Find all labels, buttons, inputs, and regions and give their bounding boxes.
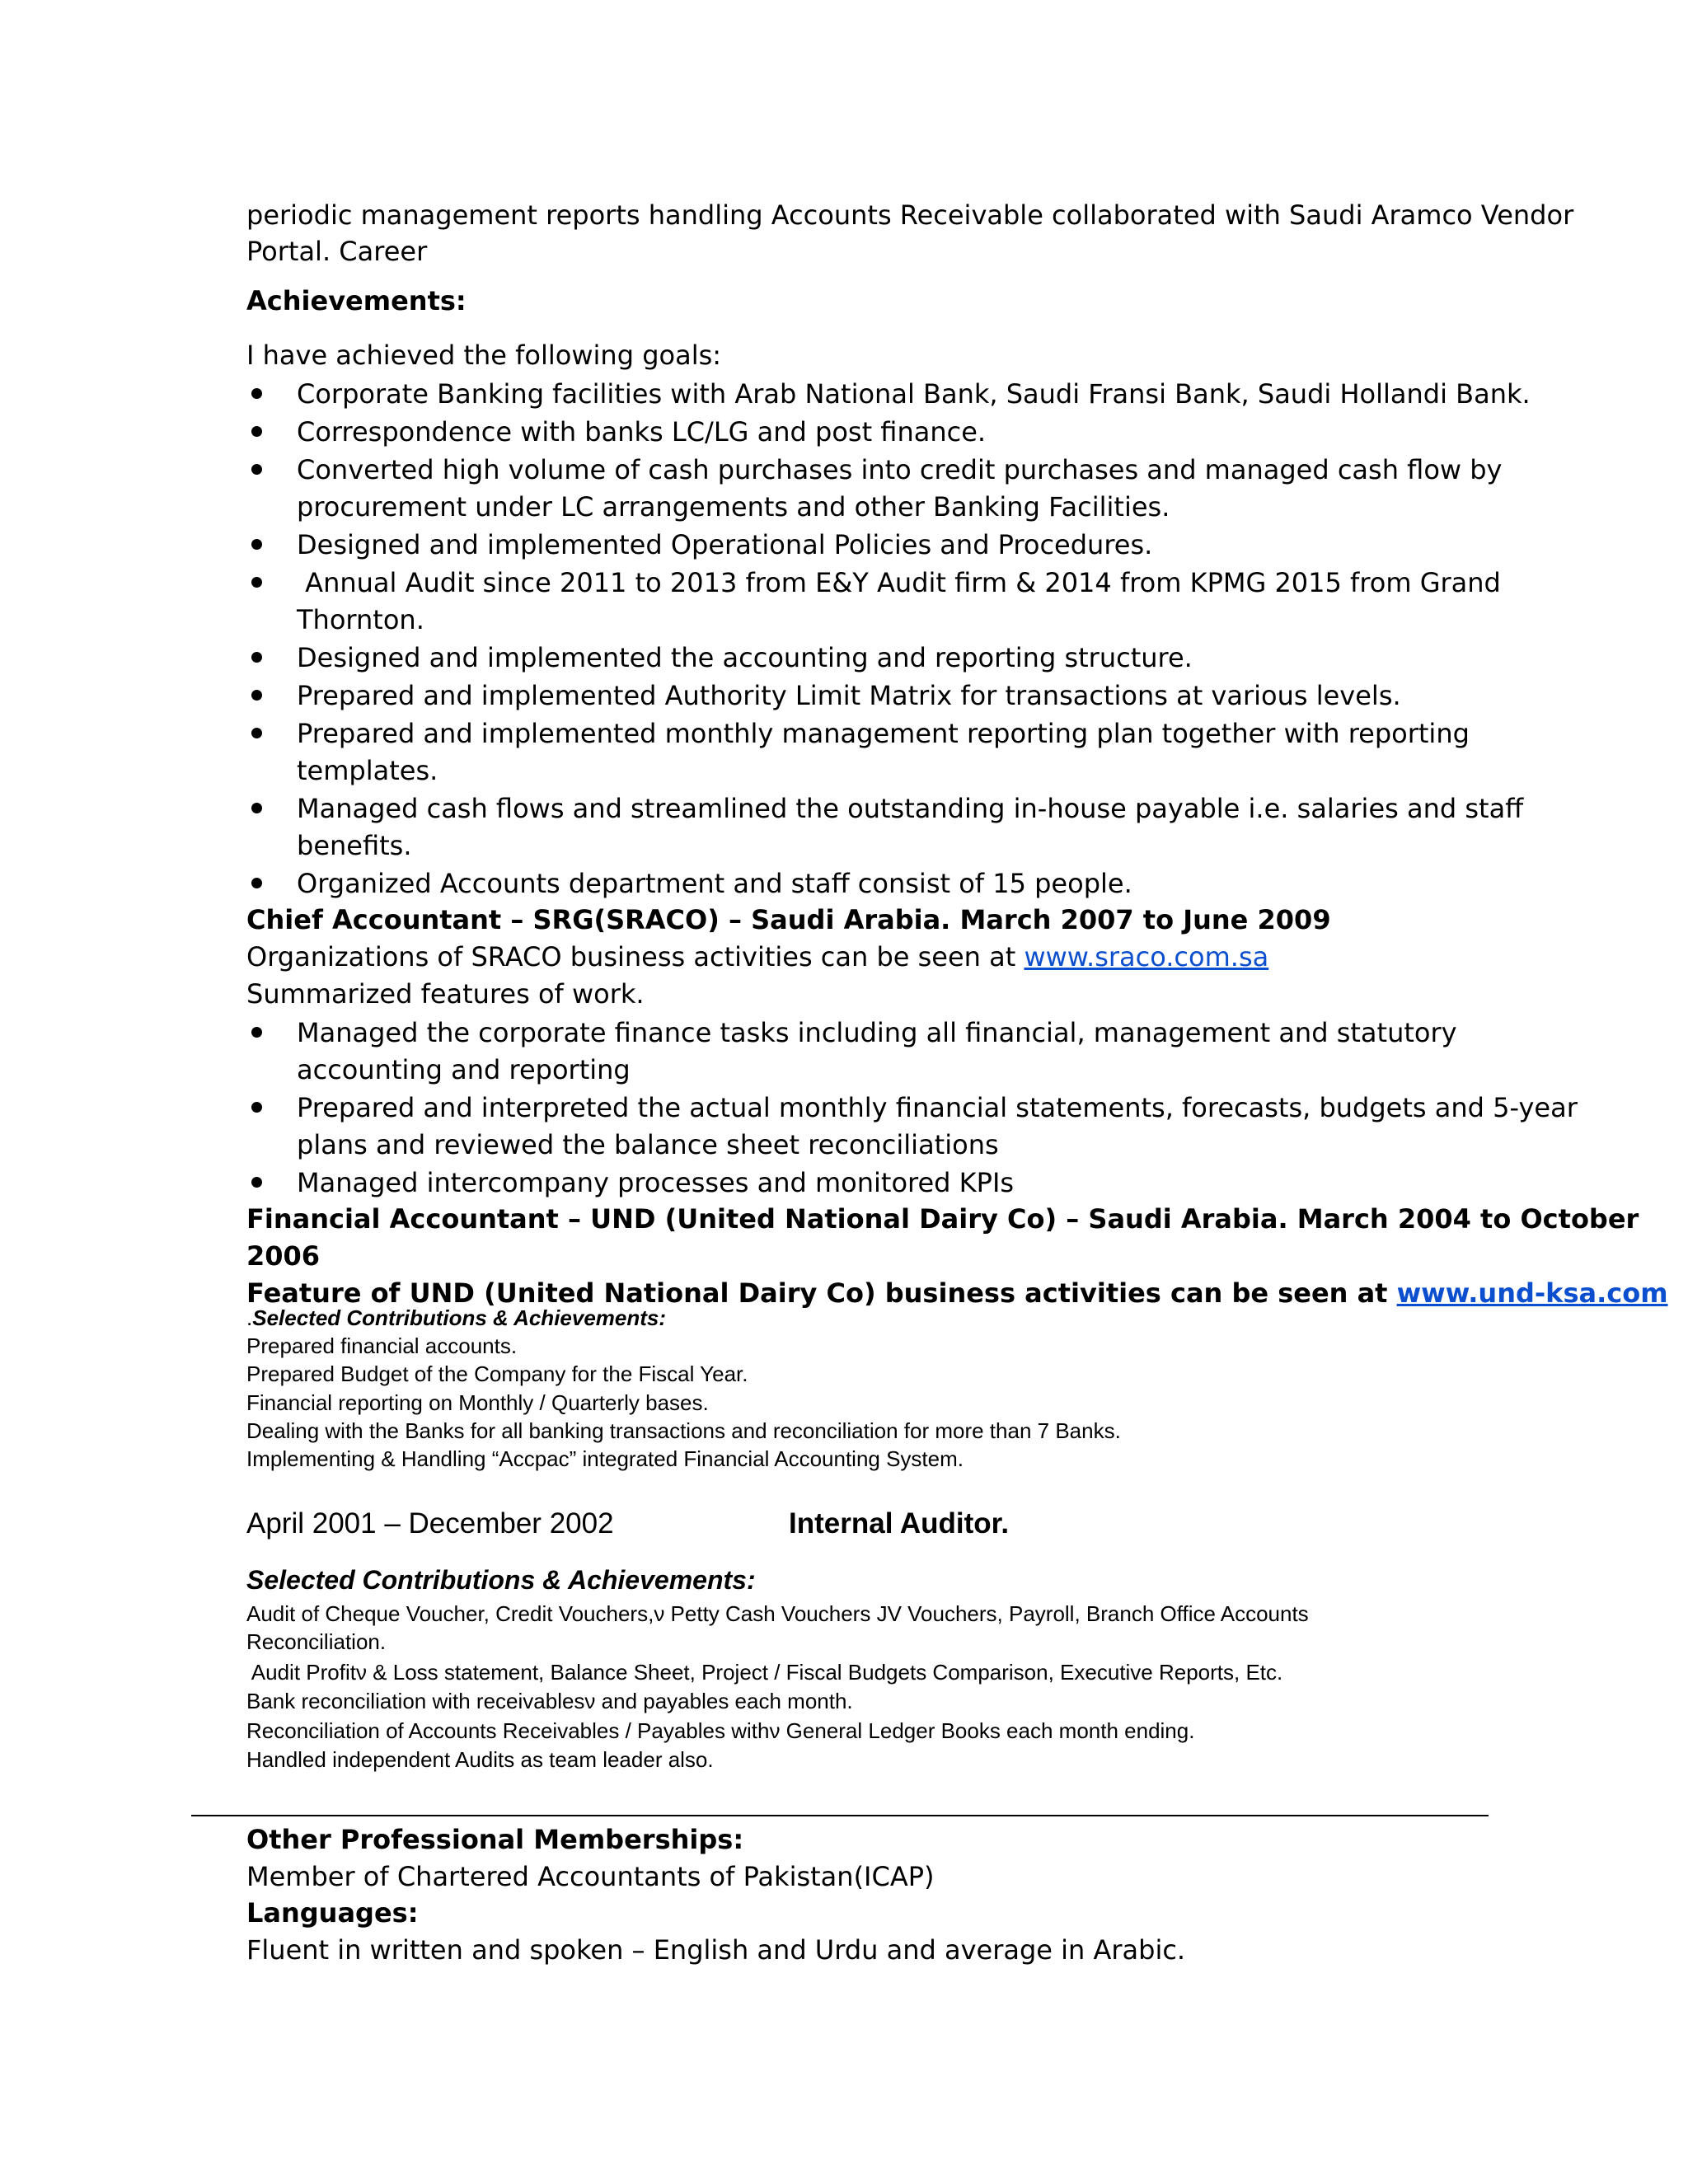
- achievements-heading: Achievements:: [246, 285, 467, 316]
- financial-line: Prepared financial accounts.: [246, 1333, 518, 1358]
- financial-line: Financial reporting on Monthly / Quarterly bases.: [246, 1390, 709, 1415]
- languages-heading: Languages:: [246, 1897, 419, 1929]
- bullet-icon: [251, 728, 262, 738]
- bullet-icon: [251, 426, 262, 437]
- auditor-sub-heading: Selected Contributions & Achievements:: [246, 1565, 756, 1595]
- memberships-text: Member of Chartered Accountants of Pakistan(ICAP): [246, 1861, 935, 1892]
- intro-line-1: periodic management reports handling Accounts Receivable collaborated with Saudi Aramco Vendor: [246, 199, 1574, 231]
- bullet-icon: [251, 652, 262, 663]
- bullet-icon: [251, 1177, 262, 1188]
- intro-line-2: Portal. Career: [246, 236, 428, 267]
- section-divider: [191, 1815, 1489, 1816]
- bullet-icon: [251, 539, 262, 550]
- und-link[interactable]: www.und-ksa.com: [1396, 1277, 1668, 1309]
- chief-summary: Summarized features of work.: [246, 978, 645, 1010]
- bullet-icon: [251, 1027, 262, 1038]
- auditor-period: April 2001 – December 2002: [246, 1507, 614, 1540]
- financial-line: Dealing with the Banks for all banking transactions and reconciliation for more than 7 Banks.: [246, 1418, 1121, 1443]
- bullet-icon: [251, 690, 262, 701]
- auditor-line: Audit of Cheque Voucher, Credit Vouchers,ν Petty Cash Vouchers JV Vouchers, Payroll, Branch Office Accounts: [246, 1601, 1309, 1626]
- memberships-heading: Other Professional Memberships:: [246, 1824, 744, 1855]
- auditor-line: Audit Profitν & Loss statement, Balance Sheet, Project / Fiscal Budgets Comparison, Executive Reports, Etc.: [246, 1660, 1283, 1685]
- financial-line: Prepared Budget of the Company for the Fiscal Year.: [246, 1361, 748, 1386]
- languages-text: Fluent in written and spoken – English and Urdu and average in Arabic.: [246, 1934, 1186, 1966]
- auditor-line: Reconciliation.: [246, 1629, 387, 1654]
- bullet-icon: [251, 878, 262, 888]
- sraco-link[interactable]: www.sraco.com.sa: [1024, 941, 1269, 972]
- financial-feature-line: Feature of UND (United National Dairy Co) business activities can be seen at www.und-ksa.com: [246, 1277, 1668, 1309]
- auditor-title: Internal Auditor.: [789, 1507, 1010, 1540]
- bullet-icon: [251, 388, 262, 399]
- chief-org-line: Organizations of SRACO business activities can be seen at www.sraco.com.sa: [246, 941, 1269, 972]
- chief-accountant-heading: Chief Accountant – SRG(SRACO) – Saudi Arabia. March 2007 to June 2009: [246, 904, 1331, 935]
- bullet-icon: [251, 803, 262, 813]
- auditor-line: Bank reconciliation with receivablesν and payables each month.: [246, 1689, 853, 1713]
- auditor-line: Reconciliation of Accounts Receivables / Payables withν General Ledger Books each month ending.: [246, 1718, 1195, 1743]
- bullet-icon: [251, 577, 262, 588]
- financial-accountant-heading: Financial Accountant – UND (United National Dairy Co) – Saudi Arabia. March 2004 to October: [246, 1203, 1639, 1235]
- achievements-lead: I have achieved the following goals:: [246, 340, 722, 371]
- resume-page: periodic management reports handling Accounts Receivable collaborated with Saudi Aramco Vendor Portal. Career Achievements: I have achieved the following goals: Corporate Banking facilities with Arab National Bank, Saudi Fransi Bank, Saudi Hollandi Bank. Correspondence with banks LC/LG and post finance. Converted high volume of cash purchases into credit purchases and managed cash flow by procurement under LC arrangements and other Banking Facilities. Designed and implemented Operational Policies and Procedures. Annual Audit since 2011 to 2013 from E&Y Audit firm & 2014 from KPMG 2015 from Grand Thornton. Designed and implemented the accounting and reporting structure. Prepared and implemented Authority Limit Matrix for transactions at various levels. Prepared and implemented monthly management reporting plan together with reporting templates. Managed cash flows and streamlined the outstanding in-house payable i.e. salaries and staff benefits. Organized Accounts department and staff consist of 15 people. Chief Accountant – SRG(SRACO) – Saudi Arabia. March 2007 to June 2009 Organizations of SRACO business activities can be seen at www.sraco.com.sa Summarized features of work. Managed the corporate finance tasks including all financial, management and statutory accounting and reporting Prepared and interpreted the actual monthly financial statements, forecasts, budgets and 5-year plans and reviewed the balance sheet reconciliations Managed intercompany processes and monitored KPIs Financial Accountant – UND (United National Dairy Co) – Saudi Arabia. March 2004 to October 2006 Feature of UND (United National Dairy Co) business activities can be seen at www.und-ksa.com .Selected Contributions & Achievements: Prepared financial accounts. Prepared Budget of the Company for the Fiscal Year. Financial reporting on Monthly / Quarterly bases. Dealing with the Banks for all banking transactions and reconciliation for more than 7 Banks. Implementing & Handling “Accpac” integrated Financial Accounting System. April 2001 – December 2002 Internal Auditor. Selected Contributions & Achievements: Audit of Cheque Voucher, Credit Vouchers,ν Petty Cash Vouchers JV Vouchers, Payroll, Branch Office Accounts Reconciliation. Audit Profitν & Loss statement, Balance Sheet, Project / Fiscal Budgets Comparison, Executive Reports, Etc. Bank reconciliation with receivablesν and payables each month. Reconciliation of Accounts Receivables / Payables withν General Ledger Books each month ending. Handled independent Audits as team leader also. Other Professional Memberships: Member of Chartered Accountants of Pakistan(ICAP) Languages: Fluent in written and spoken – English and Urdu and average in Arabic.: [0, 0, 1688, 2184]
- financial-sub-heading: Selected Contributions & Achievements:: [252, 1305, 667, 1330]
- bullet-icon: [251, 464, 262, 475]
- financial-accountant-heading-cont: 2006: [246, 1240, 321, 1272]
- financial-line: Implementing & Handling “Accpac” integrated Financial Accounting System.: [246, 1446, 964, 1471]
- financial-sub-heading-line: .Selected Contributions & Achievements:: [246, 1305, 667, 1330]
- bullet-icon: [251, 1102, 262, 1113]
- auditor-line: Handled independent Audits as team leader also.: [246, 1747, 714, 1772]
